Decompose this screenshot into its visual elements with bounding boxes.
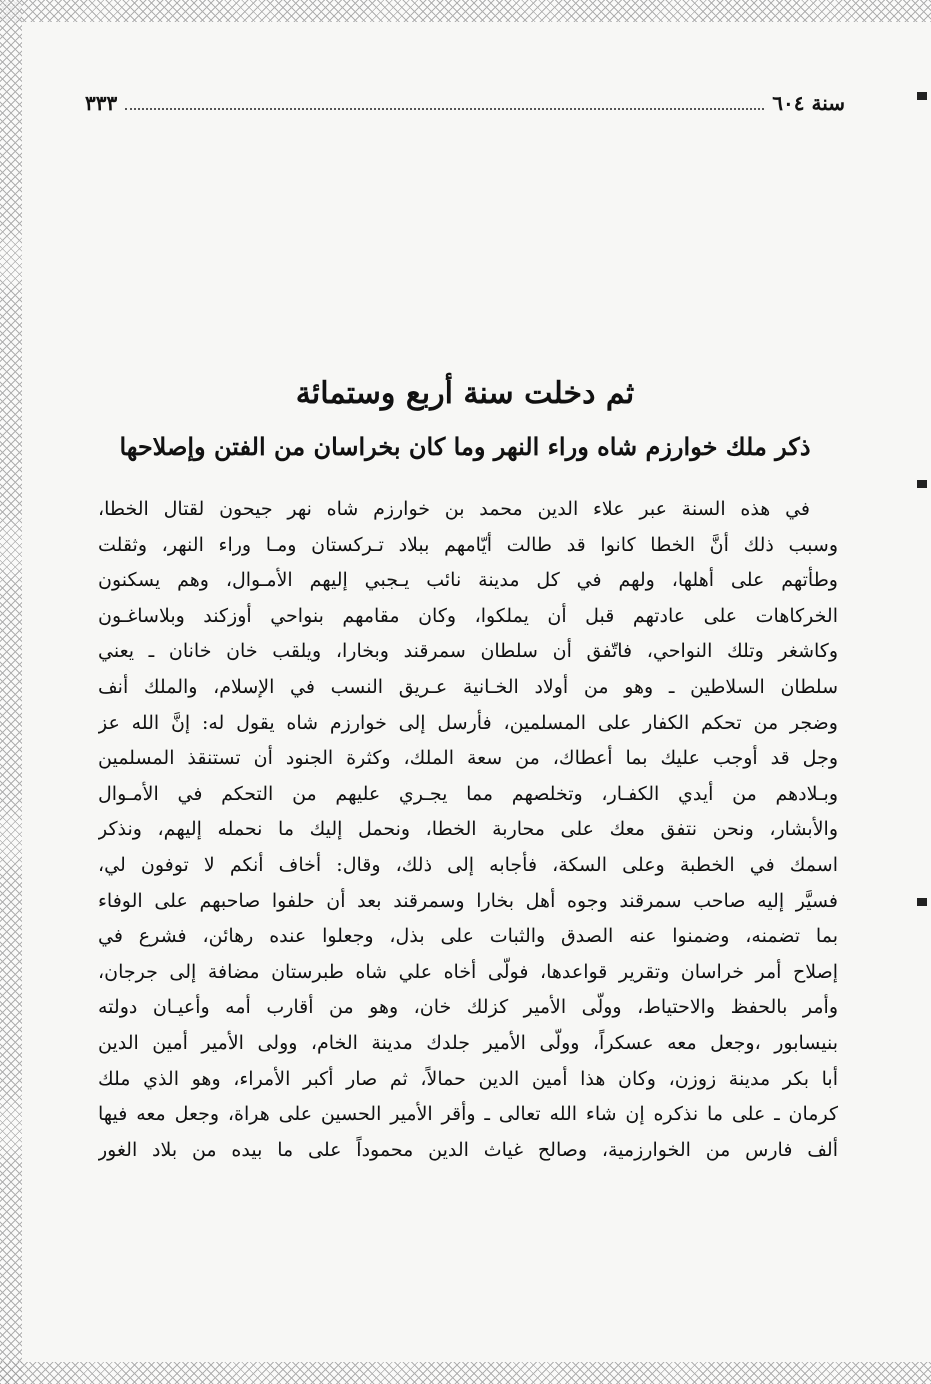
text-line: بنيسابور ،وجعل معه عسكراً، وولّى الأمير جلدك مدينة الخام، وولى الأمير أمين الدين — [98, 1031, 838, 1054]
decorative-border-top — [0, 0, 931, 22]
page-number: ٣٣٣ — [85, 91, 118, 115]
text-line: وبـلادهم من أيدي الكفـار، وتخلصهم مما يجـري عليهم من التحكم في الأمـوال — [98, 782, 838, 805]
text-line: وطأتهم على أهلها، ولهم في كل مدينة نائب يـجبي إليهم الأمـوال، وهم يسكنون — [98, 569, 838, 592]
text-line: ألف فارس من الخوارزمية، وصالح غياث الدين محموداً على ما بيده من بلاد الغور — [98, 1138, 838, 1161]
decorative-border-bottom — [0, 1362, 931, 1384]
running-header — [85, 86, 845, 120]
chapter-title: ثم دخلت سنة أربع وستمائة — [295, 376, 635, 411]
text-line: وأمر بالحفظ والاحتياط، وولّى الأمير كزلك خان، وهو من أقارب أمه وأعيـان دولته — [98, 996, 838, 1019]
text-line: أبا بكر مدينة زوزن، وكان هذا أمين الدين حمالاً، ثم صار أكبر الأمراء، وهو الذي ملك — [98, 1067, 838, 1090]
margin-mark — [917, 898, 927, 906]
text-line: في هذه السنة عبر علاء الدين محمد بن خوارزم شاه نهر جيحون لقتال الخطا، — [98, 498, 810, 520]
section-heading: ذكر ملك خوارزم شاه وراء النهر وما كان بخراسان من الفتن وإصلاحها — [119, 432, 811, 461]
text-line: كرمان ـ على ما نذكره إن شاء الله تعالى ـ وأقر الأمير الحسين على هراة، وجعل معه فيها — [98, 1103, 838, 1126]
text-line: إصلاح أمر خراسان وتقرير قواعدها، فولّى أخاه علي شاه طبرستان مضافة إلى جرجان، — [98, 960, 838, 983]
text-line: الخركاهات على عادتهم قبل أن يملكوا، وكان مقامهم بنواحي أوزكند وبلاساغـون — [98, 604, 838, 627]
text-line: فسيَّر إليه صاحب سمرقند وجوه أهل بخارا وسمرقند بعد أن حلفوا صاحبهم على الوفاء — [98, 889, 838, 912]
body-text — [98, 492, 838, 1168]
text-line: سلطان السلاطين ـ وهو من أولاد الخـانية عـريق النسب في الإسلام، والملك أنف — [98, 675, 838, 698]
margin-mark — [917, 480, 927, 488]
decorative-border-left — [0, 0, 22, 1384]
text-line: وضجر من تحكم الكفار على المسلمين، فأرسل إلى خوارزم شاه يقول له: إنَّ الله عز — [98, 711, 838, 734]
header-leader-dots — [125, 96, 764, 110]
text-line: والأبشار، ونحن نتفق معك على محاربة الخطا، ونحمل إليك ما نحمله إليهم، ونذكر — [98, 818, 838, 841]
text-line: اسمك في الخطبة وعلى السكة، فأجابه إلى ذلك، وقال: أخاف أنكم لا توفون لي، — [98, 853, 838, 876]
text-line: وسبب ذلك أنَّ الخطا كانوا قد طالت أيّامهم ببلاد تـركستان ومـا وراء النهر، وثقلت — [98, 533, 838, 556]
margin-mark — [917, 92, 927, 100]
text-line: بما تضمنه، وضمنوا عنه الصدق والثبات على بذل، وجعلوا عنده رهائن، فشرع في — [98, 925, 838, 948]
header-year-label: سنة ٦٠٤ — [772, 91, 845, 115]
text-line: وكاشغر وتلك النواحي، فاتّفق أن سلطان سمرقند وبخارا، ويلقب خان خانان ـ يعني — [98, 640, 838, 663]
text-line: وجل قد أوجب عليك بما أعطاك، من سعة الملك، وكثرة الجنود أن تستنقذ المسلمين — [98, 747, 838, 770]
